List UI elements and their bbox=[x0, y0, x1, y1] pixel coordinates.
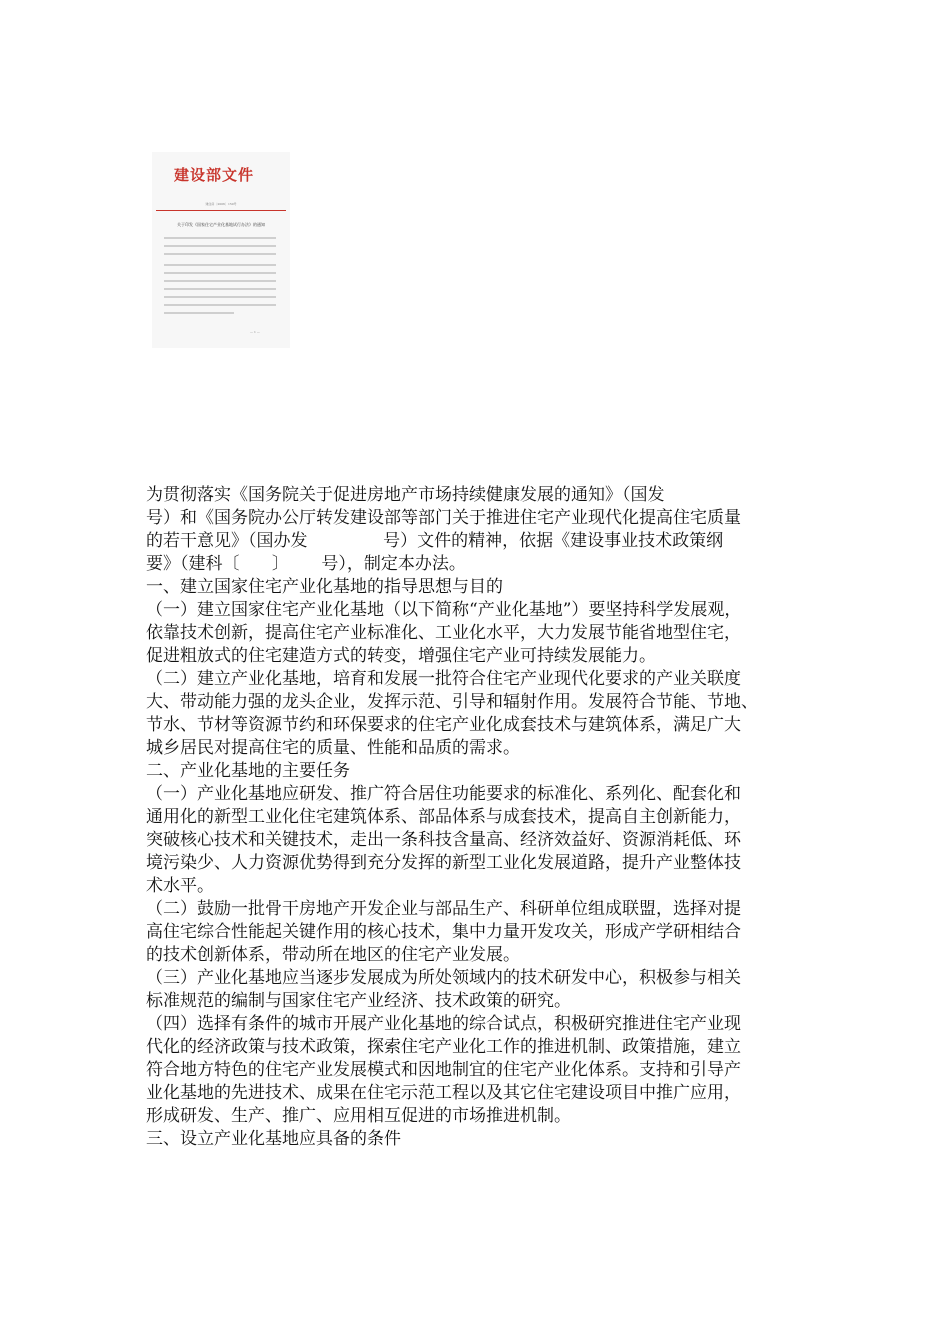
thumbnail-doc-number: 建住房〔2006〕150号 bbox=[205, 202, 237, 206]
thumbnail-text-line bbox=[164, 280, 276, 282]
body-text-line: 形成研发、生产、推广、应用相互促进的市场推进机制。 bbox=[146, 1106, 571, 1126]
body-text-line: （一）产业化基地应研发、推广符合居住功能要求的标准化、系列化、配套化和 bbox=[146, 784, 741, 804]
thumbnail-page-number: — 1 — bbox=[250, 330, 260, 334]
thumbnail-doc-title: 建设部文件 bbox=[174, 166, 255, 184]
body-text-line: （三）产业化基地应当逐步发展成为所处领域内的技术研发中心，积极参与相关 bbox=[146, 968, 741, 988]
body-text bbox=[146, 484, 810, 1151]
body-text-line: （一）建立国家住宅产业化基地（以下简称“产业化基地”）要坚持科学发展观， bbox=[146, 600, 742, 620]
body-text-line: 通用化的新型工业化住宅建筑体系、部品体系与成套技术，提高自主创新能力， bbox=[146, 807, 741, 827]
body-text-line: 术水平。 bbox=[146, 876, 214, 896]
body-text-line: 三、设立产业化基地应具备的条件 bbox=[146, 1129, 401, 1149]
thumbnail-text-line bbox=[164, 304, 276, 306]
body-text-line: （四）选择有条件的城市开展产业化基地的综合试点，积极研究推进住宅产业现 bbox=[146, 1014, 741, 1034]
body-text-line: 的若干意见》（国办发 号）文件的精神，依据《建设事业技术政策纲 bbox=[146, 531, 724, 551]
thumbnail-text-line bbox=[164, 237, 276, 239]
thumbnail-text-line bbox=[164, 288, 276, 290]
body-text-line: 促进粗放式的住宅建造方式的转变，增强住宅产业可持续发展能力。 bbox=[146, 646, 656, 666]
body-text-line: 突破核心技术和关键技术，走出一条科技含量高、经济效益好、资源消耗低、环 bbox=[146, 830, 741, 850]
body-text-line: 号）和《国务院办公厅转发建设部等部门关于推进住宅产业现代化提高住宅质量 bbox=[146, 508, 741, 528]
body-text-line: 城乡居民对提高住宅的质量、性能和品质的需求。 bbox=[146, 738, 520, 758]
body-text-line: 要》（建科〔 〕 号），制定本办法。 bbox=[146, 554, 466, 574]
thumbnail-text-line bbox=[164, 296, 276, 298]
body-text-line: 的技术创新体系，带动所在地区的住宅产业发展。 bbox=[146, 945, 520, 965]
thumbnail-text-line bbox=[164, 253, 276, 255]
thumbnail-text-line bbox=[164, 272, 276, 274]
body-text-line: 二、产业化基地的主要任务 bbox=[146, 761, 350, 781]
document-thumbnail-image bbox=[152, 152, 290, 348]
thumbnail-text-line bbox=[164, 264, 276, 266]
thumbnail-doc-subject: 关于印发《国家住宅产业化基地试行办法》的通知 bbox=[177, 222, 265, 227]
body-text-line: 节水、节材等资源节约和环保要求的住宅产业化成套技术与建筑体系，满足广大 bbox=[146, 715, 741, 735]
body-text-line: 业化基地的先进技术、成果在住宅示范工程以及其它住宅建设项目中推广应用， bbox=[146, 1083, 741, 1103]
thumbnail-text-line bbox=[164, 245, 276, 247]
body-text-line: （二）鼓励一批骨干房地产开发企业与部品生产、科研单位组成联盟，选择对提 bbox=[146, 899, 741, 919]
body-text-line: 符合地方特色的住宅产业发展模式和因地制宜的住宅产业化体系。支持和引导产 bbox=[146, 1060, 741, 1080]
body-text-line: 依靠技术创新，提高住宅产业标准化、工业化水平，大力发展节能省地型住宅， bbox=[146, 623, 741, 643]
body-text-line: 一、建立国家住宅产业化基地的指导思想与目的 bbox=[146, 577, 503, 597]
thumbnail-red-rule bbox=[156, 210, 286, 211]
body-text-line: 高住宅综合性能起关键作用的核心技术，集中力量开发攻关，形成产学研相结合 bbox=[146, 922, 741, 942]
body-text-line: 大、带动能力强的龙头企业，发挥示范、引导和辐射作用。发展符合节能、节地、 bbox=[146, 692, 758, 712]
body-text-line: （二）建立产业化基地，培育和发展一批符合住宅产业现代化要求的产业关联度 bbox=[146, 669, 741, 689]
body-text-line: 境污染少、人力资源优势得到充分发挥的新型工业化发展道路，提升产业整体技 bbox=[146, 853, 741, 873]
body-text-line: 代化的经济政策与技术政策，探索住宅产业化工作的推进机制、政策措施，建立 bbox=[146, 1037, 741, 1057]
body-text-line: 标准规范的编制与国家住宅产业经济、技术政策的研究。 bbox=[146, 991, 571, 1011]
body-text-line: 为贯彻落实《国务院关于促进房地产市场持续健康发展的通知》（国发 bbox=[146, 485, 665, 505]
thumbnail-text-line bbox=[164, 312, 234, 314]
